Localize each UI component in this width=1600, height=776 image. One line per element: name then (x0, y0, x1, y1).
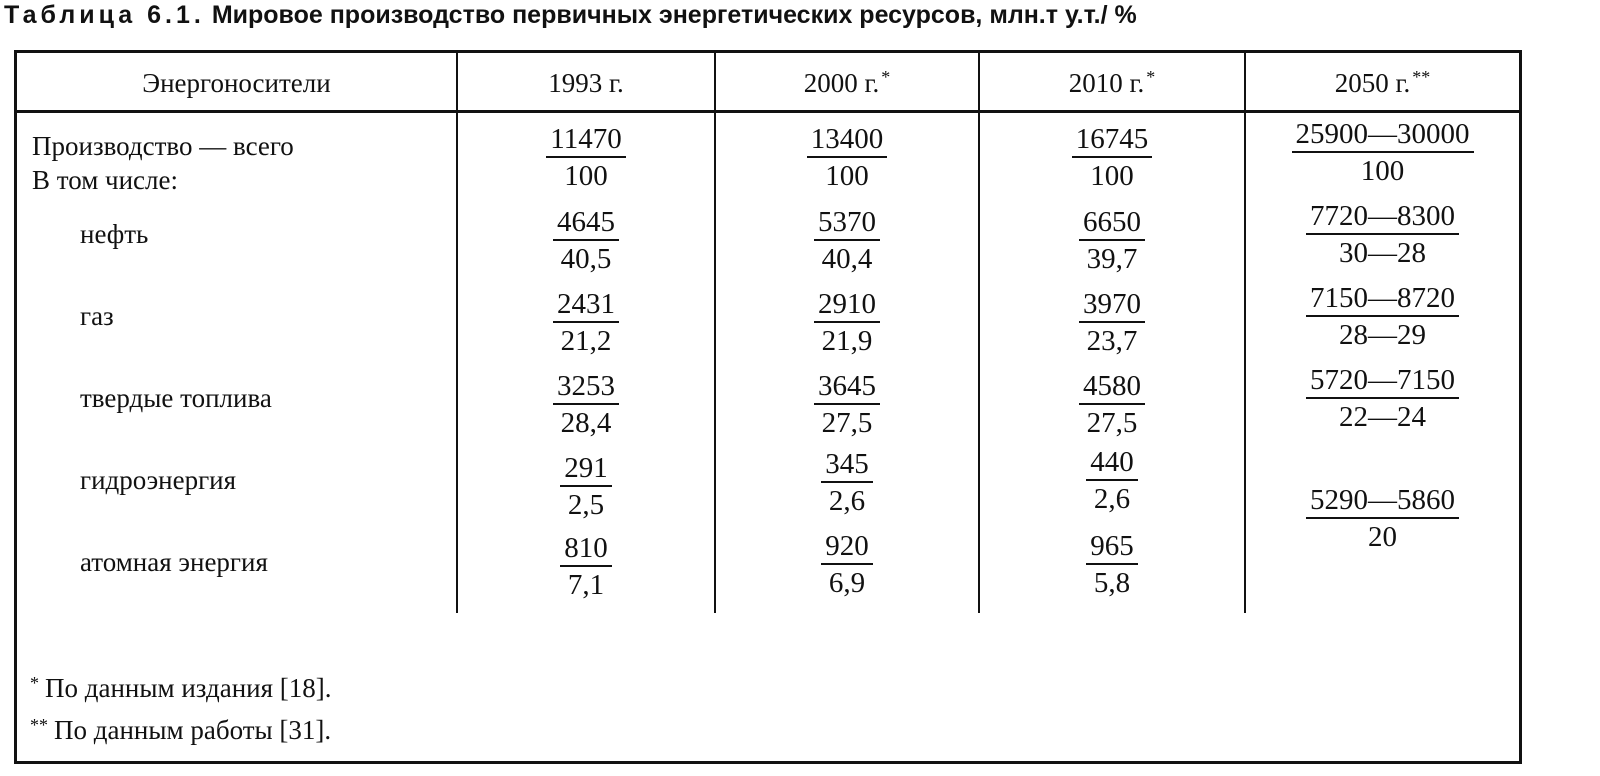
cell-gas-2010 (980, 288, 1244, 357)
cell-total-2010 (980, 123, 1244, 192)
cell-hydro-2000 (716, 448, 978, 517)
row-label-solid-fuels: твердые топлива (80, 383, 272, 413)
cell-share: 27,5 (821, 407, 873, 439)
table-caption (4, 0, 1596, 30)
header-cell-energy (17, 56, 456, 110)
cell-oil-2000 (716, 206, 978, 275)
footnote-marker: * (881, 66, 891, 87)
header-cell-2050 (1246, 56, 1519, 110)
cell-nuclear-2000 (716, 530, 978, 599)
cell-value: 291 (560, 452, 612, 487)
cell-share: 2,6 (1093, 483, 1131, 515)
table-title: Мировое производство первичных энергетических ресурсов, млн.т у.т./ % (211, 1, 1137, 29)
cell-gas-1993 (458, 288, 714, 357)
cell-value: 5370 (814, 206, 880, 241)
cell-share: 28,4 (560, 407, 612, 439)
cell-share: 39,7 (1086, 243, 1138, 275)
cell-total-2000 (716, 123, 978, 192)
table-number: Таблица 6.1. (4, 1, 205, 29)
cell-oil-2050 (1246, 200, 1519, 269)
cell-nuclear-2010 (980, 530, 1244, 599)
cell-hydro-1993 (458, 452, 714, 521)
cell-value: 345 (821, 448, 873, 483)
cell-share: 30—28 (1339, 237, 1426, 269)
cell-oil-1993 (458, 206, 714, 275)
footnote-marker: ** (30, 715, 48, 735)
cell-solid-2050 (1246, 364, 1519, 433)
cell-share: 20 (1368, 521, 1397, 553)
cell-value: 7150—8720 (1306, 282, 1459, 317)
cell-share: 100 (1360, 155, 1405, 187)
cell-value: 4580 (1079, 370, 1145, 405)
cell-hydro-nuclear-2050 (1246, 484, 1519, 553)
cell-share: 100 (825, 160, 869, 192)
footnote-text: По данным издания [18]. (45, 673, 332, 703)
cell-value: 25900—30000 (1292, 118, 1474, 153)
cell-share: 6,9 (828, 567, 866, 599)
cell-value: 3645 (814, 370, 880, 405)
header-label: 2050 г. (1334, 67, 1411, 98)
header-label: 2000 г. (803, 67, 880, 98)
header-cell-2010 (980, 56, 1244, 110)
cell-value: 5720—7150 (1306, 364, 1459, 399)
cell-share: 21,9 (821, 325, 873, 357)
cell-share: 40,4 (821, 243, 873, 275)
row-label-total: Производство — всего (32, 131, 294, 161)
cell-nuclear-1993 (458, 532, 714, 601)
cell-value: 11470 (546, 123, 625, 158)
cell-value: 16745 (1072, 123, 1153, 158)
cell-share: 23,7 (1086, 325, 1138, 357)
cell-value: 440 (1086, 446, 1138, 481)
cell-solid-2000 (716, 370, 978, 439)
row-label-nuclear: атомная энергия (80, 547, 268, 577)
footnote-marker: * (1146, 66, 1156, 87)
cell-share: 100 (564, 160, 608, 192)
cell-solid-1993 (458, 370, 714, 439)
cell-total-1993 (458, 123, 714, 192)
cell-value: 920 (821, 530, 873, 565)
cell-gas-2000 (716, 288, 978, 357)
footnote-marker: ** (1412, 66, 1431, 87)
row-label-gas: газ (80, 301, 114, 331)
cell-value: 7720—8300 (1306, 200, 1459, 235)
row-label-oil: нефть (80, 219, 149, 249)
cell-value: 4645 (553, 206, 619, 241)
header-label: Энергоносители (142, 67, 331, 98)
cell-share: 100 (1090, 160, 1134, 192)
footnote-marker: * (30, 673, 39, 693)
cell-share: 2,6 (828, 485, 866, 517)
cell-value: 2431 (553, 288, 619, 323)
cell-oil-2010 (980, 206, 1244, 275)
cell-share: 40,5 (560, 243, 612, 275)
cell-value: 2910 (814, 288, 880, 323)
cell-total-2050 (1246, 118, 1519, 187)
cell-value: 3970 (1079, 288, 1145, 323)
footnote-2 (30, 714, 331, 749)
cell-share: 7,1 (567, 569, 605, 601)
cell-value: 810 (560, 532, 612, 567)
cell-share: 5,8 (1093, 567, 1131, 599)
cell-share: 2,5 (567, 489, 605, 521)
header-label: 1993 г. (548, 67, 624, 98)
cell-value: 13400 (807, 123, 888, 158)
row-label-hydro: гидроэнергия (80, 465, 237, 495)
footnote-text: По данным работы [31]. (54, 715, 332, 745)
cell-hydro-2010 (980, 446, 1244, 515)
cell-solid-2010 (980, 370, 1244, 439)
header-cell-2000 (716, 56, 978, 110)
row-sublabel-including: В том числе: (32, 165, 178, 195)
cell-share: 21,2 (560, 325, 612, 357)
cell-value: 965 (1086, 530, 1138, 565)
cell-share: 22—24 (1339, 401, 1426, 433)
footnote-1 (30, 672, 332, 707)
header-label: 2010 г. (1068, 67, 1145, 98)
header-rule (14, 110, 1522, 113)
header-cell-1993 (458, 56, 714, 110)
cell-gas-2050 (1246, 282, 1519, 351)
cell-share: 27,5 (1086, 407, 1138, 439)
cell-value: 5290—5860 (1306, 484, 1459, 519)
cell-share: 28—29 (1339, 319, 1426, 351)
cell-value: 3253 (553, 370, 619, 405)
cell-value: 6650 (1079, 206, 1145, 241)
